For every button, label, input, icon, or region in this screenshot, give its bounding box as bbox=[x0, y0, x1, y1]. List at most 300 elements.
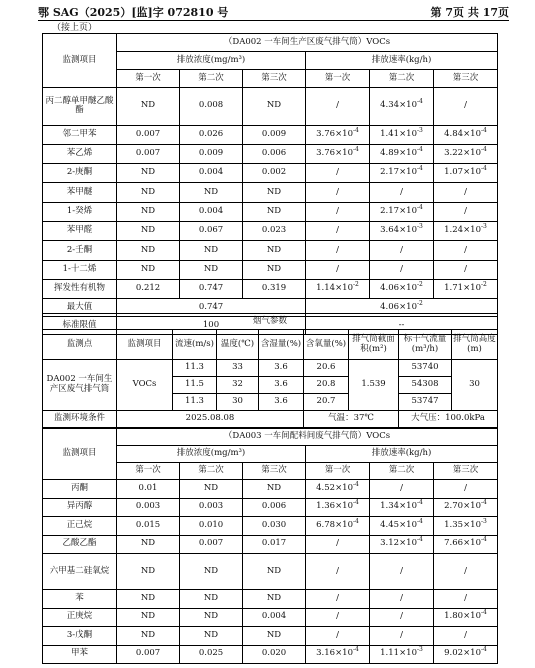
compound-name: 1-十二烯 bbox=[43, 260, 117, 279]
temperature: 30 bbox=[217, 394, 259, 411]
voc-table-da003 bbox=[42, 428, 498, 664]
exponent: -3 bbox=[417, 223, 423, 231]
compound-name: 邻二甲苯 bbox=[43, 125, 117, 144]
compound-name: 挥发性有机物 bbox=[43, 279, 117, 298]
data-row bbox=[43, 183, 498, 202]
conc-value: 0.007 bbox=[117, 645, 180, 664]
mantissa: 1.14 bbox=[316, 283, 336, 294]
rate-value bbox=[370, 202, 434, 221]
exponent: -3 bbox=[417, 127, 423, 135]
flue-title-row bbox=[43, 314, 498, 330]
times-ten: ×10 bbox=[335, 519, 354, 530]
compound-name: 1-癸烯 bbox=[43, 202, 117, 221]
conc-value: ND bbox=[243, 554, 306, 590]
exponent: -4 bbox=[417, 98, 423, 106]
mantissa: 3.76 bbox=[316, 148, 336, 159]
exponent: -4 bbox=[353, 646, 359, 654]
conc-value: ND bbox=[117, 222, 180, 241]
exponent: -4 bbox=[353, 481, 359, 489]
exponent: -4 bbox=[353, 127, 359, 135]
times-ten: ×10 bbox=[399, 206, 418, 217]
exponent: -4 bbox=[353, 518, 359, 526]
rate-value: / bbox=[306, 88, 370, 126]
rate-value: / bbox=[306, 260, 370, 279]
compound-name: 丙二醇单甲醚乙酸酯 bbox=[43, 88, 117, 126]
time-header: 第二次 bbox=[370, 463, 434, 480]
compound-name: 苯 bbox=[43, 590, 117, 609]
times-ten: ×10 bbox=[463, 128, 482, 139]
report-number: 鄂 SAG（2025）[监]字 072810 号 bbox=[38, 6, 229, 19]
rate-value: / bbox=[434, 202, 498, 221]
times-ten: ×10 bbox=[399, 128, 418, 139]
rate-value: / bbox=[370, 627, 434, 646]
conc-value: 0.026 bbox=[180, 125, 243, 144]
mantissa: 1.35 bbox=[444, 519, 464, 530]
times-ten: ×10 bbox=[399, 501, 418, 512]
data-row bbox=[43, 517, 498, 536]
data-row bbox=[43, 241, 498, 260]
rate-value bbox=[434, 645, 498, 664]
rate-value: / bbox=[434, 183, 498, 202]
times-ten: ×10 bbox=[463, 648, 482, 659]
env-label: 监测环境条件 bbox=[43, 411, 117, 428]
rate-value: / bbox=[370, 183, 434, 202]
rate-value: / bbox=[306, 535, 370, 554]
env-temp: 气温：37℃ bbox=[304, 411, 399, 428]
mantissa: 4.89 bbox=[380, 148, 400, 159]
rate-value: / bbox=[370, 260, 434, 279]
conc-value: ND bbox=[243, 241, 306, 260]
mantissa: 4.52 bbox=[316, 482, 336, 493]
rate-value bbox=[370, 164, 434, 183]
data-row bbox=[43, 480, 498, 499]
rate-value bbox=[306, 144, 370, 163]
mantissa: 1.36 bbox=[316, 501, 336, 512]
times-ten: ×10 bbox=[463, 538, 482, 549]
conc-value: ND bbox=[180, 590, 243, 609]
data-row bbox=[43, 88, 498, 126]
mantissa: 9.02 bbox=[444, 648, 464, 659]
conc-value: 0.008 bbox=[180, 88, 243, 126]
rate-value: / bbox=[306, 183, 370, 202]
compound-name: 正己烷 bbox=[43, 517, 117, 536]
conc-value: 0.007 bbox=[117, 125, 180, 144]
times-ten: ×10 bbox=[399, 301, 418, 312]
conc-value: ND bbox=[243, 202, 306, 221]
conc-value: 0.006 bbox=[243, 144, 306, 163]
rate-value bbox=[370, 144, 434, 163]
rate-value bbox=[370, 125, 434, 144]
times-ten: ×10 bbox=[399, 283, 418, 294]
conc-value: ND bbox=[180, 480, 243, 499]
flue-header: 排气筒高度(m) bbox=[452, 330, 498, 360]
conc-value: ND bbox=[117, 554, 180, 590]
mantissa: 7.66 bbox=[444, 538, 464, 549]
conc-value: 0.319 bbox=[243, 279, 306, 298]
times-ten: ×10 bbox=[399, 148, 418, 159]
exponent: -2 bbox=[417, 281, 423, 289]
time-header: 第三次 bbox=[434, 70, 498, 88]
concentration-header: 排放浓度(mg/m³) bbox=[117, 52, 306, 70]
rate-value bbox=[306, 517, 370, 536]
compound-name: 3-戊酮 bbox=[43, 627, 117, 646]
mantissa: 6.78 bbox=[316, 519, 336, 530]
conc-value: ND bbox=[243, 590, 306, 609]
mantissa: 1.71 bbox=[444, 283, 464, 294]
data-row bbox=[43, 222, 498, 241]
mantissa: 3.76 bbox=[316, 128, 336, 139]
dry-flow: 53740 bbox=[399, 360, 452, 377]
max-label: 最大值 bbox=[43, 299, 117, 317]
time-header: 第三次 bbox=[243, 463, 306, 480]
flue-header: 监测点 bbox=[43, 330, 117, 360]
exponent: -4 bbox=[417, 204, 423, 212]
conc-value: ND bbox=[243, 627, 306, 646]
compound-name: 六甲基二硅氧烷 bbox=[43, 554, 117, 590]
title-row bbox=[43, 34, 498, 52]
conc-value: ND bbox=[117, 260, 180, 279]
conc-value: 0.009 bbox=[243, 125, 306, 144]
rate-value: / bbox=[306, 627, 370, 646]
times-ten: ×10 bbox=[335, 148, 354, 159]
exponent: -4 bbox=[481, 609, 487, 617]
flue-header: 流速(m/s) bbox=[173, 330, 217, 360]
rate-value bbox=[370, 222, 434, 241]
conc-value: 0.003 bbox=[180, 498, 243, 517]
times-ten: ×10 bbox=[463, 611, 482, 622]
rate-value: / bbox=[434, 480, 498, 499]
exponent: -2 bbox=[481, 281, 487, 289]
env-date: 2025.08.08 bbox=[117, 411, 304, 428]
times-ten: ×10 bbox=[399, 648, 418, 659]
times-ten: ×10 bbox=[463, 225, 482, 236]
rate-value: / bbox=[306, 590, 370, 609]
conc-value: ND bbox=[180, 608, 243, 627]
mantissa: 4.45 bbox=[380, 519, 400, 530]
data-row bbox=[43, 144, 498, 163]
exponent: -4 bbox=[417, 146, 423, 154]
env-pressure: 大气压：100.0kPa bbox=[399, 411, 498, 428]
data-row bbox=[43, 554, 498, 590]
times-ten: ×10 bbox=[399, 519, 418, 530]
conc-value: 0.002 bbox=[243, 164, 306, 183]
time-header: 第二次 bbox=[180, 70, 243, 88]
conc-value: ND bbox=[117, 241, 180, 260]
limit-conc: 100 bbox=[117, 317, 306, 335]
times-ten: ×10 bbox=[335, 283, 354, 294]
moisture: 3.6 bbox=[259, 360, 304, 377]
temperature: 32 bbox=[217, 377, 259, 394]
conc-value: ND bbox=[117, 202, 180, 221]
data-row bbox=[43, 164, 498, 183]
temperature: 33 bbox=[217, 360, 259, 377]
oxygen: 20.7 bbox=[304, 394, 349, 411]
rate-value bbox=[370, 645, 434, 664]
data-row bbox=[43, 645, 498, 664]
rate-value: / bbox=[306, 241, 370, 260]
conc-value: 0.017 bbox=[243, 535, 306, 554]
time-header: 第一次 bbox=[306, 70, 370, 88]
compound-name: 甲苯 bbox=[43, 645, 117, 664]
rate-value: / bbox=[370, 554, 434, 590]
times-ten: ×10 bbox=[399, 167, 418, 178]
rate-value bbox=[306, 645, 370, 664]
conc-value: ND bbox=[180, 183, 243, 202]
exponent: -4 bbox=[417, 499, 423, 507]
rate-value: / bbox=[370, 590, 434, 609]
compound-name: 苯甲醚 bbox=[43, 183, 117, 202]
time-header: 第三次 bbox=[243, 70, 306, 88]
rate-value: / bbox=[306, 554, 370, 590]
rate-value: / bbox=[434, 554, 498, 590]
conc-value: 0.747 bbox=[180, 279, 243, 298]
page-header bbox=[38, 4, 509, 18]
rate-value bbox=[434, 498, 498, 517]
dry-flow: 54308 bbox=[399, 377, 452, 394]
conc-value: ND bbox=[243, 480, 306, 499]
exponent: -4 bbox=[353, 146, 359, 154]
mantissa: 1.24 bbox=[444, 225, 464, 236]
exponent: -4 bbox=[481, 536, 487, 544]
conc-value: 0.067 bbox=[180, 222, 243, 241]
times-ten: ×10 bbox=[399, 225, 418, 236]
limit-label: 标准限值 bbox=[43, 317, 117, 335]
mantissa: 3.64 bbox=[380, 225, 400, 236]
rate-value: / bbox=[306, 164, 370, 183]
mantissa: 4.34 bbox=[380, 100, 400, 111]
data-row bbox=[43, 279, 498, 298]
oxygen: 20.8 bbox=[304, 377, 349, 394]
conc-value: 0.006 bbox=[243, 498, 306, 517]
times-ten: ×10 bbox=[463, 167, 482, 178]
conc-value: 0.030 bbox=[243, 517, 306, 536]
rate-value bbox=[434, 125, 498, 144]
mantissa: 2.17 bbox=[380, 206, 400, 217]
mantissa: 4.84 bbox=[444, 128, 464, 139]
item-column-header: 监测项目 bbox=[43, 429, 117, 480]
rate-value bbox=[370, 517, 434, 536]
moisture: 3.6 bbox=[259, 394, 304, 411]
times-ten: ×10 bbox=[463, 501, 482, 512]
compound-name: 2-庚酮 bbox=[43, 164, 117, 183]
conc-value: ND bbox=[117, 88, 180, 126]
time-header: 第一次 bbox=[117, 463, 180, 480]
times-ten: ×10 bbox=[399, 538, 418, 549]
compound-name: 苯乙烯 bbox=[43, 144, 117, 163]
conc-value: 0.004 bbox=[180, 164, 243, 183]
time-header: 第二次 bbox=[370, 70, 434, 88]
dry-flow: 53747 bbox=[399, 394, 452, 411]
exponent: -4 bbox=[481, 499, 487, 507]
conc-value: 0.007 bbox=[117, 144, 180, 163]
conc-value: ND bbox=[117, 590, 180, 609]
data-row bbox=[43, 627, 498, 646]
times-ten: ×10 bbox=[335, 482, 354, 493]
section-title: （DA003 一车间配料间废气排气筒）VOCs bbox=[117, 429, 498, 446]
conc-value: 0.015 bbox=[117, 517, 180, 536]
item-column-header: 监测项目 bbox=[43, 34, 117, 88]
time-header: 第一次 bbox=[117, 70, 180, 88]
times-ten: ×10 bbox=[335, 128, 354, 139]
exponent: -2 bbox=[417, 300, 423, 308]
rate-value: / bbox=[306, 608, 370, 627]
exponent: -3 bbox=[481, 223, 487, 231]
compound-name: 丙酮 bbox=[43, 480, 117, 499]
continued-note: （接上页） bbox=[52, 23, 98, 33]
mantissa: 1.41 bbox=[380, 128, 400, 139]
conc-value: 0.025 bbox=[180, 645, 243, 664]
compound-name: 苯甲醛 bbox=[43, 222, 117, 241]
flue-header: 监测项目 bbox=[117, 330, 173, 360]
voc-table-da002 bbox=[42, 33, 498, 335]
exponent: -4 bbox=[481, 646, 487, 654]
data-row bbox=[43, 590, 498, 609]
rate-value bbox=[434, 517, 498, 536]
oxygen: 20.6 bbox=[304, 360, 349, 377]
time-header: 第三次 bbox=[434, 463, 498, 480]
flow-velocity: 11.3 bbox=[173, 360, 217, 377]
conc-value: ND bbox=[180, 260, 243, 279]
section-title: （DA002 一车间生产区废气排气筒）VOCs bbox=[117, 34, 498, 52]
title-row bbox=[43, 429, 498, 446]
max-conc: 0.747 bbox=[117, 299, 306, 317]
rate-value bbox=[306, 125, 370, 144]
page-number: 第 7页 共 17页 bbox=[430, 6, 509, 19]
data-row bbox=[43, 260, 498, 279]
mantissa: 4.06 bbox=[380, 301, 400, 312]
conc-value: ND bbox=[180, 241, 243, 260]
conc-value: 0.023 bbox=[243, 222, 306, 241]
exponent: -2 bbox=[353, 281, 359, 289]
flue-title: 烟气参数 bbox=[43, 314, 498, 330]
rate-header: 排放速率(kg/h) bbox=[306, 52, 498, 70]
mantissa: 1.34 bbox=[380, 501, 400, 512]
rate-value bbox=[370, 535, 434, 554]
times-ten: ×10 bbox=[335, 648, 354, 659]
mantissa: 2.17 bbox=[380, 167, 400, 178]
mantissa: 2.70 bbox=[444, 501, 464, 512]
rate-value bbox=[434, 222, 498, 241]
flue-data-row bbox=[43, 360, 498, 377]
rate-value bbox=[434, 164, 498, 183]
times-ten: ×10 bbox=[335, 501, 354, 512]
flue-header: 排气筒截面积(m²) bbox=[349, 330, 399, 360]
compound-name: 异丙醇 bbox=[43, 498, 117, 517]
conc-value: 0.01 bbox=[117, 480, 180, 499]
rate-value: / bbox=[306, 202, 370, 221]
env-row bbox=[43, 411, 498, 428]
rate-value bbox=[370, 88, 434, 126]
stack-area: 1.539 bbox=[349, 360, 399, 411]
conc-value: ND bbox=[117, 183, 180, 202]
moisture: 3.6 bbox=[259, 377, 304, 394]
time-header: 第一次 bbox=[306, 463, 370, 480]
exponent: -3 bbox=[481, 518, 487, 526]
data-row bbox=[43, 535, 498, 554]
conc-value: 0.212 bbox=[117, 279, 180, 298]
rate-value: / bbox=[434, 260, 498, 279]
exponent: -4 bbox=[417, 165, 423, 173]
conc-value: ND bbox=[117, 608, 180, 627]
flue-header: 温度(℃) bbox=[217, 330, 259, 360]
times-ten: ×10 bbox=[463, 519, 482, 530]
data-row bbox=[43, 202, 498, 221]
flow-velocity: 11.3 bbox=[173, 394, 217, 411]
conc-value: ND bbox=[117, 535, 180, 554]
exponent: -3 bbox=[417, 646, 423, 654]
compound-name: 乙酸乙酯 bbox=[43, 535, 117, 554]
rate-value: / bbox=[434, 88, 498, 126]
conc-value: 0.003 bbox=[117, 498, 180, 517]
mantissa: 1.80 bbox=[444, 611, 464, 622]
mantissa: 3.22 bbox=[444, 148, 464, 159]
time-header: 第二次 bbox=[180, 463, 243, 480]
rate-value bbox=[306, 279, 370, 298]
mantissa: 3.12 bbox=[380, 538, 400, 549]
header-divider bbox=[38, 20, 509, 21]
conc-value: ND bbox=[243, 260, 306, 279]
flue-header: 含湿量(%) bbox=[259, 330, 304, 360]
flue-header: 标干气流量(m³/h) bbox=[399, 330, 452, 360]
exponent: -4 bbox=[481, 127, 487, 135]
rate-value bbox=[434, 535, 498, 554]
exponent: -4 bbox=[417, 536, 423, 544]
data-row bbox=[43, 125, 498, 144]
rate-value bbox=[306, 480, 370, 499]
monitor-item: VOCs bbox=[117, 360, 173, 411]
rate-value: / bbox=[306, 222, 370, 241]
limit-rate: -- bbox=[306, 317, 498, 335]
mantissa: 1.11 bbox=[380, 648, 400, 659]
conc-value: 0.004 bbox=[243, 608, 306, 627]
conc-value: ND bbox=[117, 627, 180, 646]
conc-value: 0.004 bbox=[180, 202, 243, 221]
mantissa: 4.06 bbox=[380, 283, 400, 294]
compound-name: 正庚烷 bbox=[43, 608, 117, 627]
conc-value: ND bbox=[117, 164, 180, 183]
rate-value: / bbox=[434, 590, 498, 609]
exponent: -4 bbox=[481, 165, 487, 173]
rate-value: / bbox=[434, 627, 498, 646]
times-ten: ×10 bbox=[463, 148, 482, 159]
stack-height: 30 bbox=[452, 360, 498, 411]
flow-velocity: 11.5 bbox=[173, 377, 217, 394]
flue-gas-table bbox=[42, 313, 498, 428]
rate-value: / bbox=[370, 608, 434, 627]
conc-value: 0.009 bbox=[180, 144, 243, 163]
conc-value: ND bbox=[180, 554, 243, 590]
rate-value bbox=[434, 608, 498, 627]
monitor-point: DA002 一车间生产区废气排气筒 bbox=[43, 360, 117, 411]
data-row bbox=[43, 498, 498, 517]
mantissa: 3.16 bbox=[316, 648, 336, 659]
flue-header: 含氧量(%) bbox=[304, 330, 349, 360]
rate-header: 排放速率(kg/h) bbox=[306, 446, 498, 463]
rate-value: / bbox=[370, 480, 434, 499]
rate-value bbox=[306, 498, 370, 517]
rate-value: / bbox=[434, 241, 498, 260]
exponent: -4 bbox=[481, 146, 487, 154]
rate-value bbox=[434, 144, 498, 163]
data-row bbox=[43, 608, 498, 627]
conc-value: 0.010 bbox=[180, 517, 243, 536]
flue-header-row bbox=[43, 330, 498, 360]
conc-value: ND bbox=[180, 627, 243, 646]
exponent: -4 bbox=[417, 518, 423, 526]
conc-value: ND bbox=[243, 183, 306, 202]
rate-value bbox=[370, 279, 434, 298]
compound-name: 2-壬酮 bbox=[43, 241, 117, 260]
